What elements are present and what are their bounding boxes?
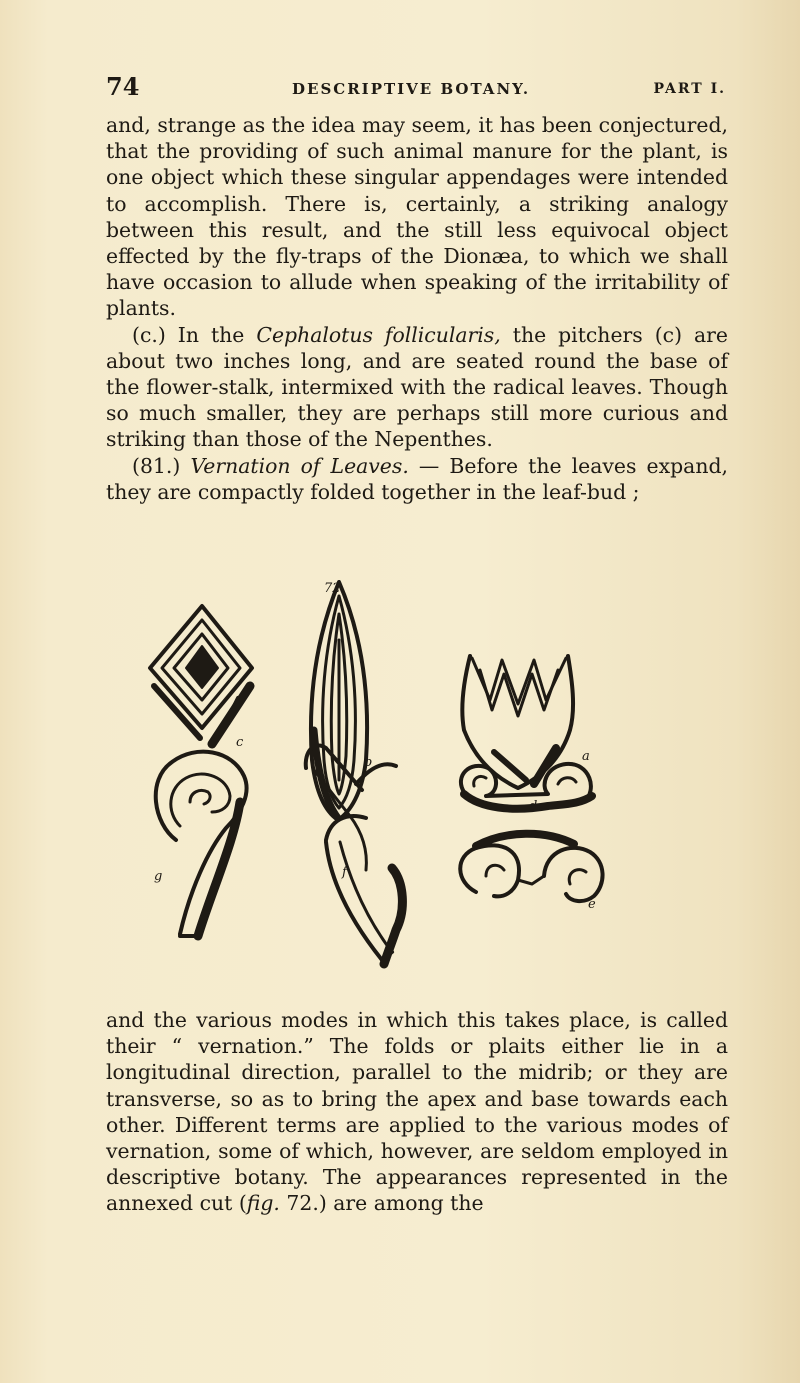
paragraph-lead: (c.) In the xyxy=(132,322,257,347)
paragraph-cephalotus xyxy=(106,322,728,453)
vernation-c-drawing xyxy=(150,606,252,744)
paragraph-dionaea: and, strange as the idea may seem, it has been conjectured, that the providing of such animal manure for the plant, is one object which these singular appendages were intended to accomplish. There is, certainly, a striking analogy between this result, and the still less equivocal object effected by the fly-traps of the Dionæa, to which we shall have occasion to allude when speaking of the irritability of plants. xyxy=(106,113,728,321)
page-number: 74 xyxy=(106,72,140,101)
figure-number: 72 xyxy=(324,581,341,596)
vernation-f-drawing xyxy=(306,745,403,964)
text-block-bottom xyxy=(106,1007,728,1217)
figure-label-g: g xyxy=(154,869,163,884)
paragraph-tail: 72.) are among the xyxy=(279,1191,484,1216)
figure-label-c: c xyxy=(236,735,244,750)
species-name: Cephalotus follicularis, xyxy=(256,322,501,347)
paragraph-body: the pitchers (c) are about two inches long, and are seated round the base of the flower-stalk, intermixed with the radical leaves. Though so much smaller, they are perhaps still more curious and striking than those of the Nepenthes. xyxy=(106,322,728,452)
section-title: Vernation of Leaves. xyxy=(190,453,409,478)
figure-72-vernation xyxy=(100,580,740,1000)
part-label: PART I. xyxy=(653,81,726,97)
figure-label-b: b xyxy=(364,755,373,770)
vernation-g-drawing xyxy=(156,752,247,936)
figure-label-e: e xyxy=(588,897,596,912)
vernation-e-drawing xyxy=(460,834,602,901)
page-header xyxy=(106,72,726,106)
figure-label-f: f xyxy=(342,865,347,880)
paragraph-vernation xyxy=(106,453,728,505)
vernation-d-drawing xyxy=(461,764,592,809)
figure-label-d: d xyxy=(529,799,538,814)
paragraph-body: — Before the leaves expand, they are compactly folded together in the leaf-bud ; xyxy=(106,453,728,504)
figure-label-a: a xyxy=(582,749,590,764)
running-head: DESCRIPTIVE BOTANY. xyxy=(292,80,531,98)
paragraph-body: and the various modes in which this takes place, is called their “ vernation.” The folds or plaits either lie in a longitudinal direction, parallel to the midrib; or they are transverse, so as to bring the apex and base towards each other. Different terms are applied to the various modes of vernation, some of which, however, are seldom employed in descriptive botany. The appearances represented in the annexed cut ( xyxy=(106,1008,728,1216)
section-number: (81.) xyxy=(132,453,191,478)
paragraph-vernation-modes xyxy=(106,1007,728,1217)
figure-reference: fig. xyxy=(246,1191,280,1216)
vernation-illustration xyxy=(100,580,740,1000)
text-block-top xyxy=(106,112,728,505)
